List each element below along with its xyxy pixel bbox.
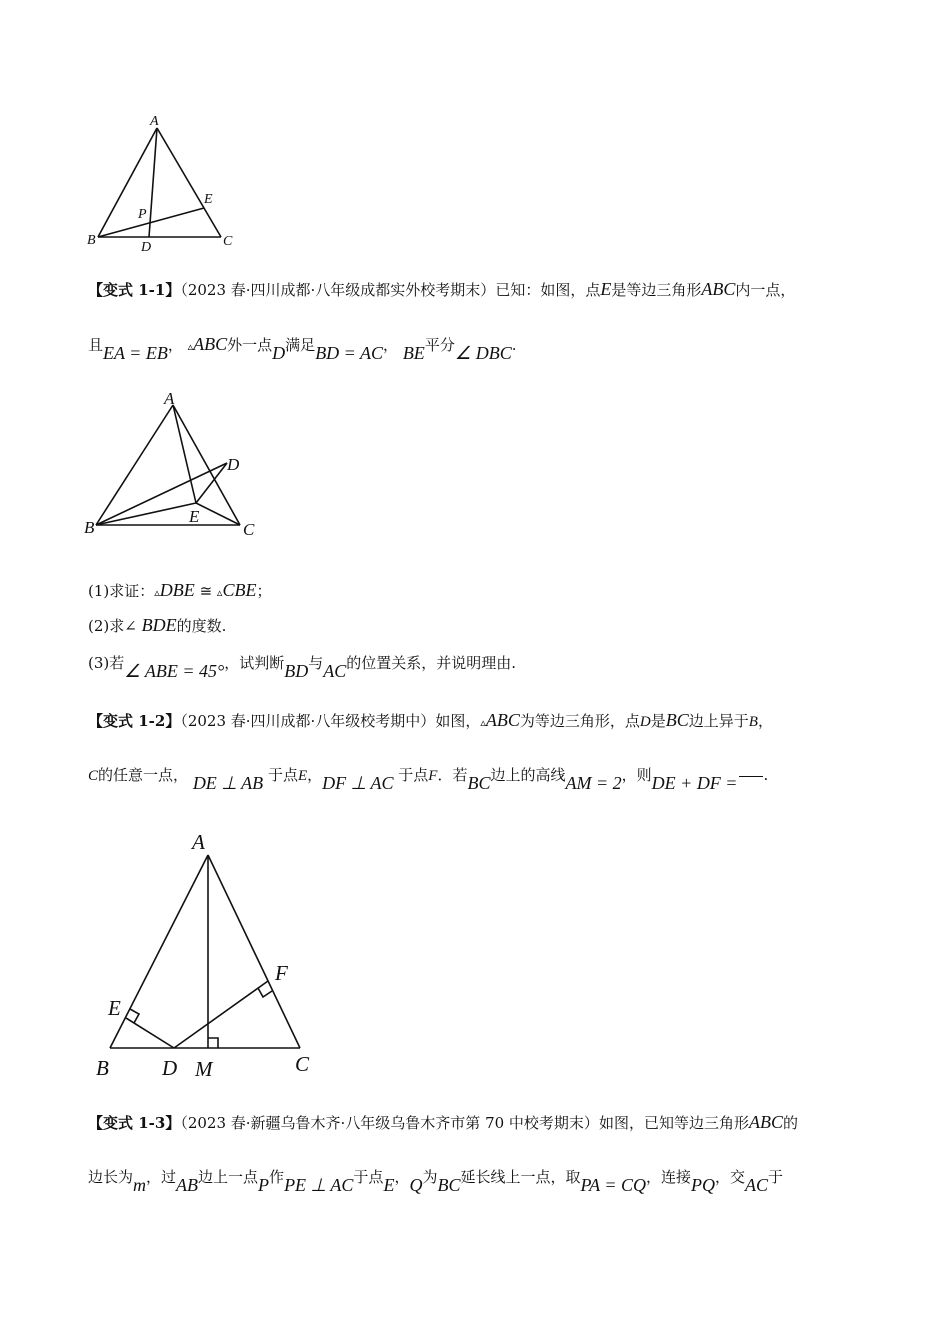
fig3-segment-df <box>174 981 268 1048</box>
fig3-side-ab <box>110 855 208 1048</box>
fig2-label-d: D <box>227 455 240 474</box>
figure-2 <box>80 388 280 543</box>
fig3-segment-de <box>126 1018 174 1048</box>
question-2: (2)求∠ BDE的度数. <box>88 615 227 635</box>
figure-1 <box>80 108 250 253</box>
figure-3 <box>90 825 330 1085</box>
fig2-segment-ed <box>196 463 227 503</box>
answer-blank[interactable] <box>739 776 763 777</box>
fig2-label-e: E <box>189 507 200 526</box>
v11-tag: 【变式 1-1】 <box>88 281 181 299</box>
fig3-label-d: D <box>162 1056 178 1080</box>
fig1-label-e: E <box>204 192 213 207</box>
fig1-label-p: P <box>138 207 147 222</box>
v12-line-1: 【变式 1-2】（2023 春·四川成都·八年级校考期中）如图，▵ABC为等边三角形，点D是BC边上异于B， <box>88 710 773 730</box>
fig2-label-c: C <box>243 520 255 539</box>
v12-line-2: C的任意一点， DE ⊥ AB 于点E，DF ⊥ AC 于点F．若BC边上的高线AM = 2，则DE + DF = . <box>88 766 769 793</box>
fig1-label-a: A <box>150 114 159 129</box>
fig1-side-ac <box>157 128 221 237</box>
fig2-segment-ae <box>173 405 196 503</box>
fig3-label-m: M <box>195 1057 213 1081</box>
fig3-right-angle-f <box>258 988 272 997</box>
v11-line-1: 【变式 1-1】（2023 春·四川成都·八年级成都实外校考期末）已知：如图，点E是等边三角形ABC内一点， <box>88 279 796 299</box>
fig3-label-e: E <box>108 996 121 1020</box>
fig1-label-b: B <box>87 233 96 248</box>
fig3-label-a: A <box>192 830 205 854</box>
fig3-label-c: C <box>295 1052 310 1076</box>
v13-line-2: 边长为m，过AB边上一点P作PE ⊥ AC于点E，Q为BC延长线上一点，取PA = CQ，连接PQ，交AC于 <box>88 1168 784 1195</box>
fig2-label-b: B <box>84 518 95 537</box>
fig2-label-a: A <box>164 389 175 408</box>
v13-line-1: 【变式 1-3】（2023 春·新疆乌鲁木齐·八年级乌鲁木齐市第 70 中校考期末）如图，已知等边三角形ABC的 <box>88 1112 798 1132</box>
fig1-label-c: C <box>223 234 233 249</box>
v12-tag: 【变式 1-2】 <box>88 712 181 730</box>
fig3-side-ac <box>208 855 300 1048</box>
question-1: (1)求证：▵DBE ≅ ▵CBE； <box>88 580 272 600</box>
fig1-side-ab <box>98 128 157 237</box>
fig1-label-d: D <box>141 240 152 253</box>
fig2-segment-be <box>96 503 196 525</box>
fig3-label-f: F <box>275 961 288 985</box>
v11-line-2: 且EA = EB， ▵ABC外一点D满足BD = AC， BE平分∠ DBC. <box>88 334 517 363</box>
fig3-label-b: B <box>96 1056 109 1080</box>
v13-tag: 【变式 1-3】 <box>88 1114 181 1132</box>
fig3-right-angle-m <box>208 1038 218 1048</box>
question-3: (3)若∠ ABE = 45°，试判断BD与AC的位置关系，并说明理由. <box>88 654 517 681</box>
